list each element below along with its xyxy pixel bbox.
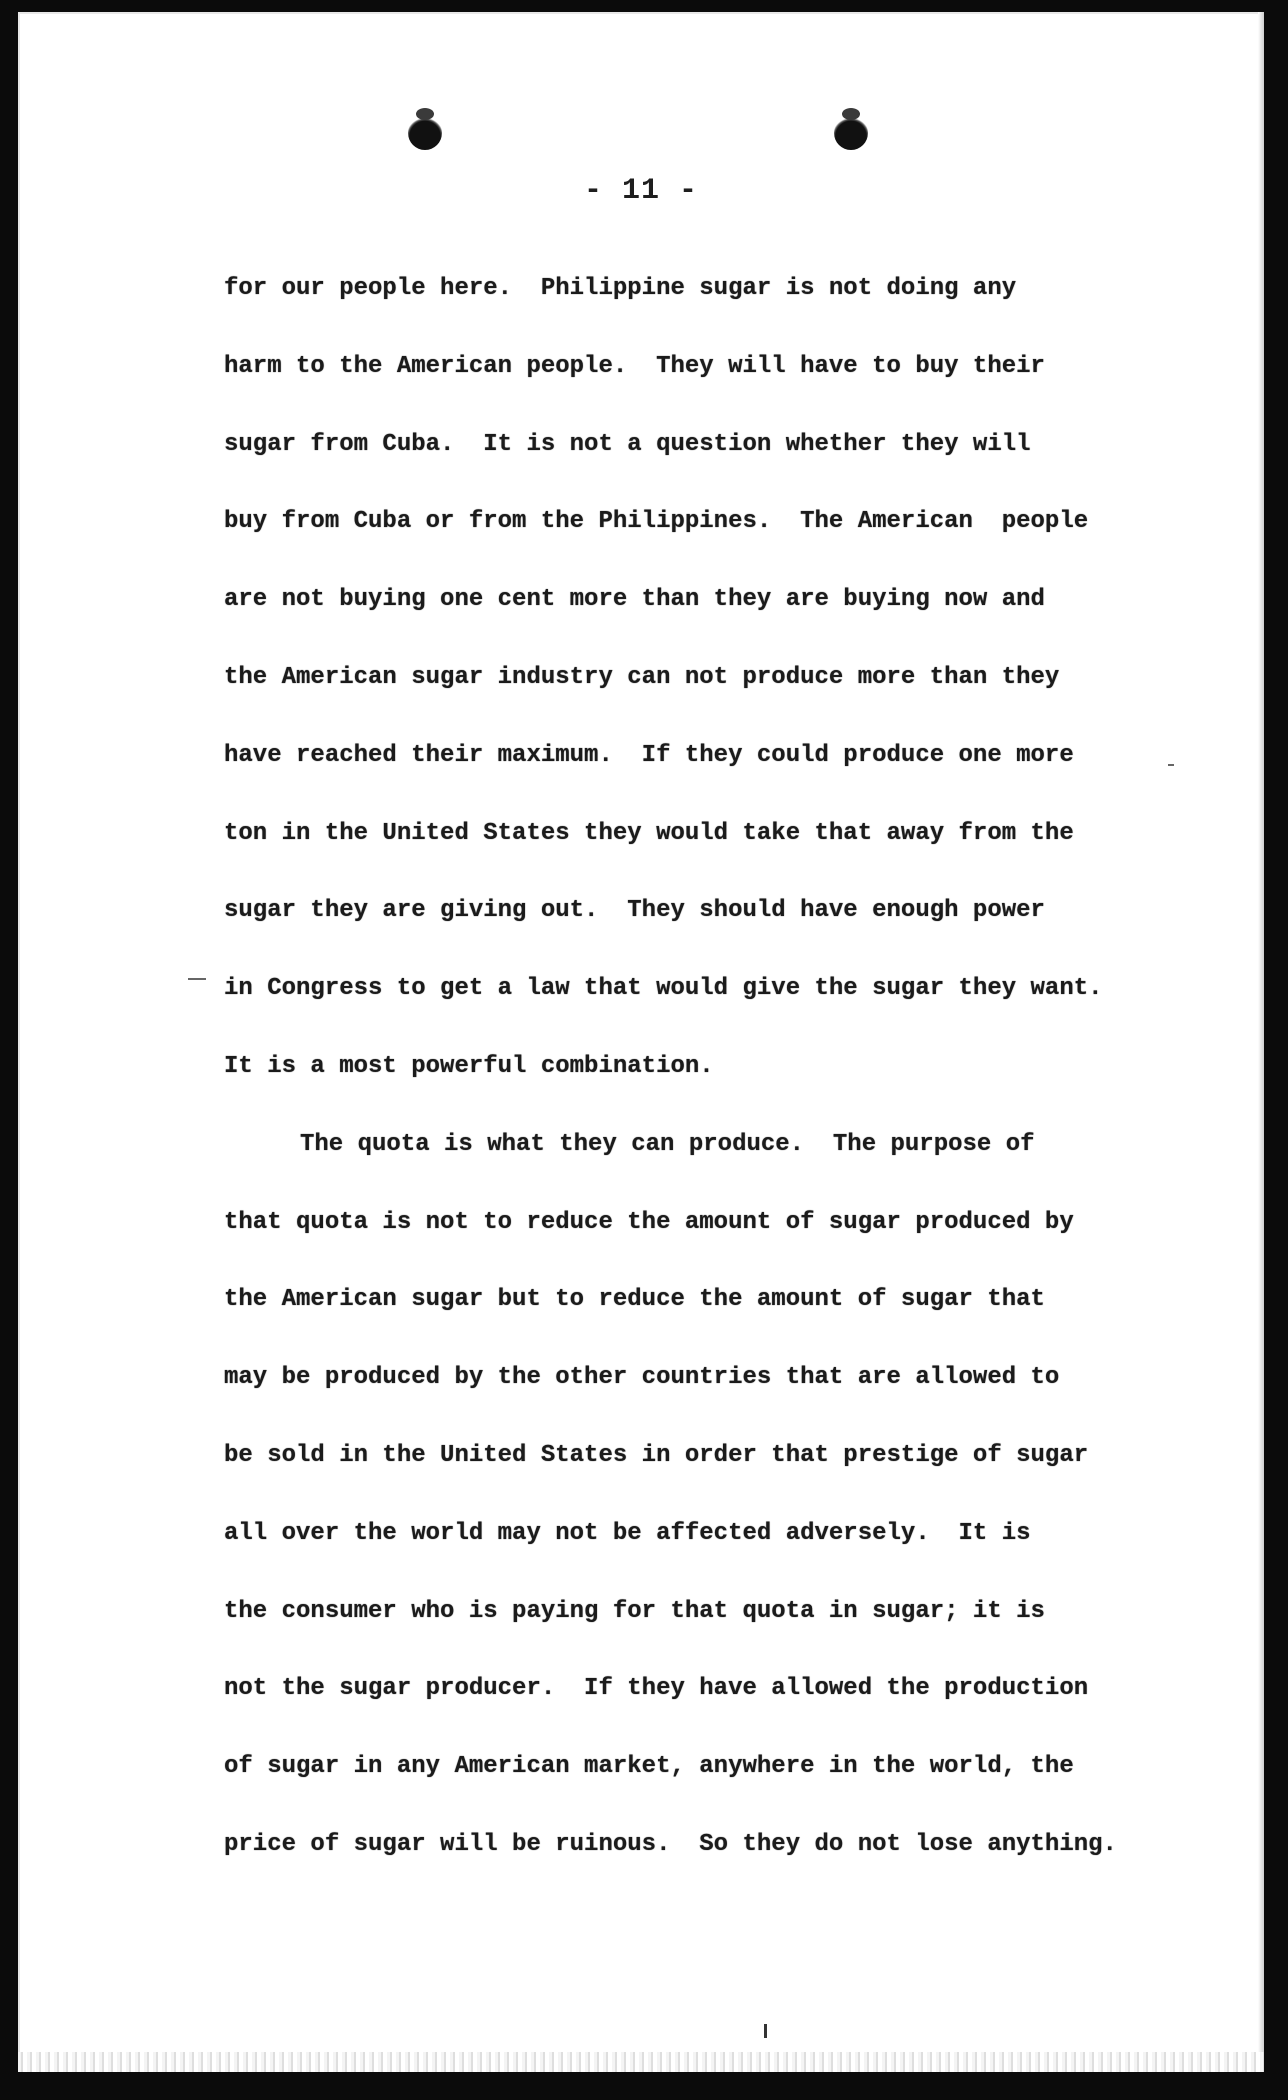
- page-bottom-edge: [18, 2052, 1264, 2072]
- text-line: sugar they are giving out. They should have enough power: [224, 897, 1045, 925]
- text-line: the American sugar but to reduce the amount of sugar that: [224, 1286, 1045, 1314]
- text-line: in Congress to get a law that would give the sugar they want.: [224, 975, 1103, 1003]
- text-line: the American sugar industry can not produce more than they: [224, 663, 1060, 691]
- text-line: may be produced by the other countries that are allowed to: [224, 1364, 1060, 1392]
- text-line: be sold in the United States in order that prestige of sugar: [224, 1441, 1089, 1469]
- punch-hole-right: [834, 116, 868, 150]
- paragraph-start-line: The quota is what they can produce. The purpose of: [300, 1130, 1035, 1158]
- text-line: have reached their maximum. If they could produce one more: [224, 741, 1074, 769]
- text-line: for our people here. Philippine sugar is not doing any: [224, 275, 1017, 302]
- text-line: harm to the American people. They will have to buy their: [224, 352, 1045, 380]
- text-line: It is a most powerful combination.: [224, 1052, 714, 1080]
- punch-hole-left: [408, 116, 442, 150]
- text-line: sugar from Cuba. It is not a question whether they will: [224, 430, 1031, 458]
- margin-mark: [1168, 764, 1174, 766]
- text-line: of sugar in any American market, anywhere in the world, the: [224, 1753, 1074, 1781]
- text-line: the consumer who is paying for that quota in sugar; it is: [224, 1597, 1045, 1625]
- page-number: - 11 -: [583, 174, 699, 208]
- margin-mark: [188, 978, 206, 980]
- document-page: [18, 12, 1264, 2072]
- text-line: buy from Cuba or from the Philippines. The American people: [224, 508, 1089, 536]
- text-line: ton in the United States they would take that away from the: [224, 819, 1074, 847]
- page-right-edge: [1258, 12, 1264, 2072]
- typed-text-body: [224, 250, 1184, 1884]
- text-line: that quota is not to reduce the amount of sugar produced by: [224, 1208, 1074, 1236]
- text-line: are not buying one cent more than they are buying now and: [224, 586, 1045, 614]
- text-line: not the sugar producer. If they have allowed the production: [224, 1675, 1089, 1703]
- bottom-tick-mark: [764, 2024, 767, 2038]
- text-line: price of sugar will be ruinous. So they do not lose anything.: [224, 1830, 1117, 1858]
- text-line: all over the world may not be affected adversely. It is: [224, 1519, 1031, 1547]
